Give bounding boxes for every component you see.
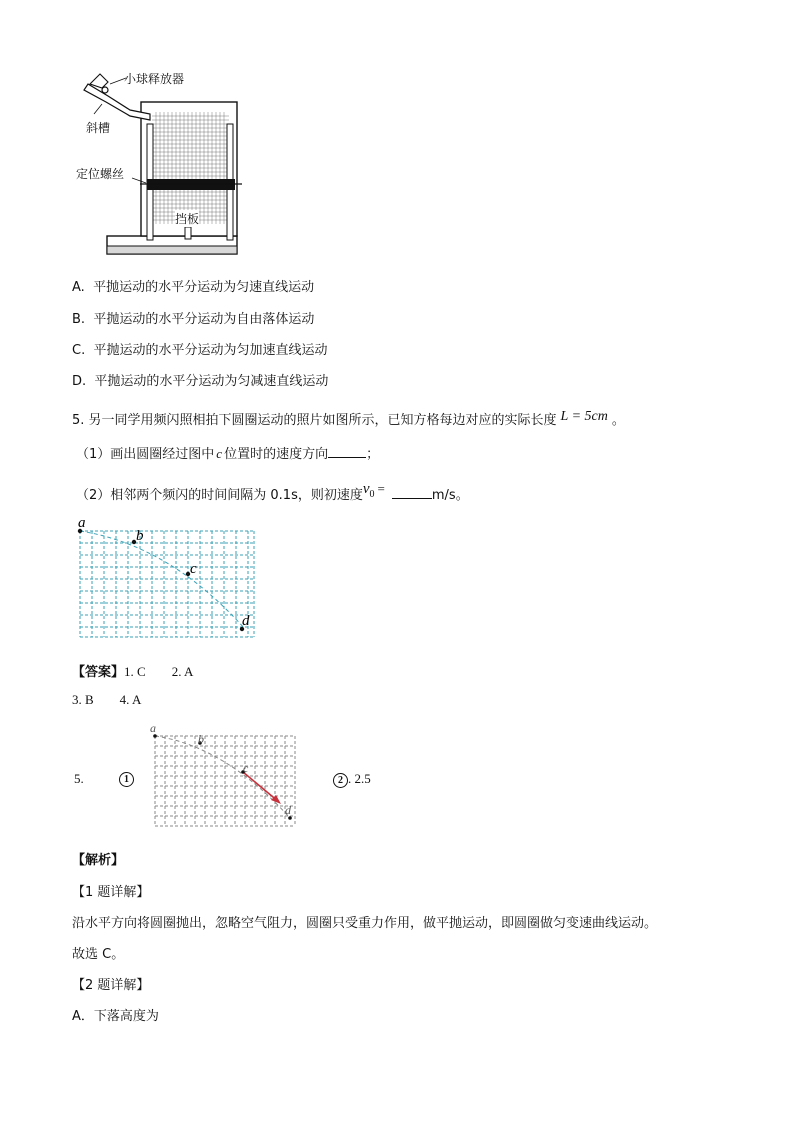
stem-text: 5. 另一同学用频闪照相拍下圆圈运动的照片如图所示，已知方格每边对应的实际长度 bbox=[72, 413, 557, 428]
answer-5-circle-1 bbox=[119, 771, 134, 787]
answer-blank-1[interactable] bbox=[328, 445, 366, 458]
sub2-equals: = bbox=[377, 481, 385, 496]
option-a bbox=[72, 276, 314, 295]
answer-row-1 bbox=[72, 661, 193, 680]
answer-grid-figure bbox=[145, 722, 305, 832]
answer-row-2 bbox=[72, 692, 141, 708]
option-c bbox=[72, 339, 328, 358]
option-letter: D. bbox=[72, 374, 87, 389]
answer-point-b: b bbox=[198, 732, 204, 746]
analysis-heading-1: 【1 题详解】 bbox=[72, 885, 150, 900]
sub1-prefix: （1）画出圆圈经过图中 bbox=[76, 447, 215, 462]
analysis-heading-2: 【2 题详解】 bbox=[72, 978, 150, 993]
option-d bbox=[72, 370, 328, 389]
point-label-a: a bbox=[78, 515, 86, 531]
label-chute: 斜槽 bbox=[86, 121, 111, 135]
grid-drawing bbox=[70, 515, 270, 645]
answer-1: 1. C bbox=[124, 664, 146, 679]
point-label-c: c bbox=[190, 561, 197, 577]
sub1-variable: c bbox=[216, 446, 223, 461]
option-text: 平抛运动的水平分运动为匀减速直线运动 bbox=[94, 374, 329, 389]
question5-sub2 bbox=[76, 481, 469, 506]
option-letter: C. bbox=[72, 343, 86, 358]
stem-end: 。 bbox=[611, 413, 625, 428]
answer-4: 4. A bbox=[119, 692, 142, 707]
option-b bbox=[72, 308, 314, 327]
point-label-d: d bbox=[242, 613, 250, 629]
answer-blank-2[interactable] bbox=[392, 486, 432, 499]
answer-5-number: 5. bbox=[74, 771, 84, 786]
answer-point-a: a bbox=[150, 722, 156, 735]
grid-figure bbox=[70, 515, 270, 645]
apparatus-figure bbox=[74, 62, 294, 262]
analysis-paragraph-3: A．下落高度为 bbox=[72, 1009, 159, 1024]
formula-length: L = 5cm bbox=[560, 409, 608, 424]
option-text: 平抛运动的水平分运动为自由落体运动 bbox=[93, 312, 315, 327]
analysis-paragraph-1: 沿水平方向将圆圈抛出，忽略空气阻力，圆圈只受重力作用，做平抛运动，即圆圈做匀变速曲线运动。 bbox=[72, 916, 658, 931]
sub2-subscript: 0 bbox=[369, 488, 375, 500]
question5-sub1 bbox=[76, 443, 379, 462]
label-release: 小球释放器 bbox=[124, 72, 185, 86]
option-text: 平抛运动的水平分运动为匀速直线运动 bbox=[93, 280, 315, 295]
answer-point-c: c bbox=[243, 761, 249, 775]
label-baffle: 挡板 bbox=[175, 212, 200, 226]
option-letter: A. bbox=[72, 280, 85, 295]
sub1-end: ； bbox=[366, 447, 380, 462]
answer-point-d: d bbox=[285, 803, 291, 817]
answer-tag: 【答案】 bbox=[72, 665, 125, 680]
circled-number-1: 1 bbox=[119, 772, 134, 787]
circled-number-2: 2 bbox=[333, 773, 348, 788]
answer-3: 3. B bbox=[72, 692, 94, 707]
label-screw: 定位螺丝 bbox=[76, 167, 125, 181]
sub1-suffix: 位置时的速度方向 bbox=[224, 447, 329, 462]
analysis-paragraph-2: 故选 C。 bbox=[72, 947, 125, 962]
sub2-unit: m/s。 bbox=[431, 488, 469, 503]
analysis-tag: 【解析】 bbox=[72, 853, 125, 868]
point-label-b: b bbox=[136, 528, 144, 544]
answer-grid-drawing bbox=[145, 722, 305, 832]
answer-5-part-2 bbox=[333, 771, 371, 788]
apparatus-drawing bbox=[74, 62, 294, 262]
option-letter: B. bbox=[72, 312, 86, 327]
option-text: 平抛运动的水平分运动为匀加速直线运动 bbox=[93, 343, 328, 358]
sub2-prefix: （2）相邻两个频闪的时间间隔为 0.1s，则初速度 bbox=[76, 488, 363, 503]
answer-2: 2. A bbox=[171, 664, 194, 679]
answer-5-value: . 2.5 bbox=[348, 771, 371, 786]
sub2-variable: v bbox=[362, 481, 370, 497]
question5-stem bbox=[72, 409, 625, 429]
